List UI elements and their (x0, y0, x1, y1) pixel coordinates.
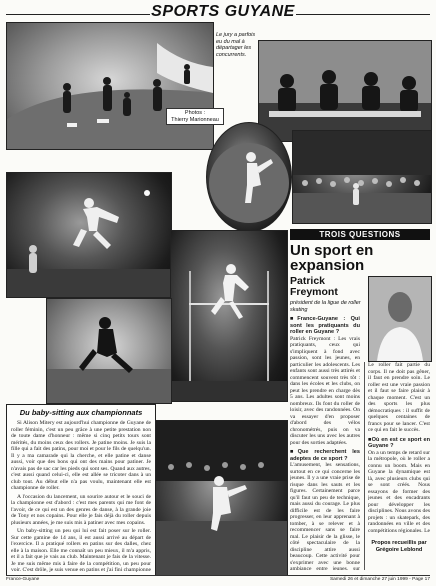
side-article-paragraph: Si Alison Mitery est aujourd'hui championne de Guyane de roller féminin, c'est un peu grâce à une petite prestation non de toute dame d'honneur : même si cinq petits tours sont mérités, du moins ceux des rollers. Je patine moins. Je suis la fille qui a fait des patins, pour moi et pour le fils de quelqu'un. Il y a ma camarade qui la cherche, et elle patine et danse aussi, voir que des bons qui ont des mains pour patiner. Je n'avais pas de sac car les pieds qui sont ses. Quand aux autres, c'est aussi quand celui-ci, elle est allée se tricoter dans à un club tout. Au début elle n'a pas voulu, maintenant elle est championne de roller. (11, 420, 151, 491)
interviewee-name: Patrick Freymont (290, 275, 338, 298)
side-article-paragraph: A l'occasion du lancement, un sourire autour et le souci de la championne est d'abord : c'est mes parents qui me font de l'avoir, de ce qui est un des genres de danse, à la grande joie de Tony et nos copains. Pour elle je fais déjà du roller depuis plusieurs années, je me suis mis à patiner avec mes copains. (11, 493, 151, 526)
footer-publication: France-Guyane (6, 577, 40, 582)
portrait-illustration (369, 277, 431, 361)
photo-credit-name: Thierry Marionneau (171, 116, 219, 123)
header-rule-right (296, 14, 430, 15)
answer-1: Patrick Freymont : Les vrais pratiquants, ceux qui s'impliquent à fond avec passion, sont les jeunes, en particulier les adolescents. Les enfants sont aussi très attirés et commencent souvent très tôt : dans les écoles et les clubs, on peut les prendre en charge dès 5 ans. Les adultes sont moins nombreux. Ils font du roller de loisir, avec des randonnées. On va essayer d'en proposer d'abord des vélos chronométrés, puis on va discuter les uns avec les autres pour des sorties adaptées. (290, 335, 360, 446)
answer-3: On a un temps de retard sur la métropole, où le roller a connu un boom. Mais en Guyane la dynamique est là, avec plusieurs clubs qui se sont créés. Nous essayons de former des jeunes et des encadrants pour développer les disciplines. Nous avons des projets : un skatepark, des randonnées en ville et des compétitions régionales. Le (368, 449, 430, 534)
trois-questions-label: TROIS QUESTIONS (290, 229, 430, 240)
section-title: SPORTS GUYANE (151, 3, 295, 20)
byline (368, 540, 430, 553)
photo-jump (6, 172, 172, 298)
oval-skater-illustration (207, 123, 291, 231)
byline-label: Propos recueillis par (371, 540, 427, 546)
answer-2-continued: Le roller fait partie du corps. Il ne doit pas gêner, il faut en prendre soin. Le roller est une vraie passion et il faut se faire plaisir à chaque moment. C'est un des sports les plus démocratiques : il suffit de quelques centaines de francs pour se lancer. C'est ce qui en fait le succès. (368, 362, 430, 433)
jump-illustration (7, 173, 171, 297)
side-article (6, 404, 156, 576)
question-3: ■Où en est ce sport en Guyane ? (368, 436, 430, 449)
question-2: ■Que recherchent les adeptes de ce sport ? (290, 449, 360, 462)
footer-rule (6, 575, 430, 576)
high-jump-illustration (171, 231, 287, 401)
footer-date-page: Samedi 26 et dimanche 27 juin 1999 - Page 17 (329, 577, 430, 582)
interviewee-role: président de la ligue de roller skating (290, 300, 361, 313)
photo-rink (154, 420, 288, 576)
photo-oval-skater (206, 122, 292, 232)
jury-caption: Le jury a parfois eu du mal à départager les concurrents. (216, 32, 256, 58)
photo-high-jump (170, 230, 288, 402)
column-rule (364, 362, 365, 570)
photo-crowd (292, 130, 432, 224)
answer-2: L'amusement, les sensations, surtout en ce qui concerne les jeunes. Il y a une vraie prise de risque dans les sauts et les figures. Certainement parce qu'il faut un peu de technique, mais aussi du courage. Le plus difficile est de les faire progresser, en leur apprenant à tomber, à se relever et à recommencer sans se faire mal. Le plaisir de la glisse, le côté spectaculaire de la discipline attire aussi beaucoup. Cette activité pour s'exprimer avec une bonne ambiance entre jeunes, sur (290, 462, 360, 570)
byline-name: Grégoire Leblond (375, 546, 423, 553)
breakdance-illustration (47, 299, 171, 403)
interview-headline: Un sport en expansion (290, 242, 374, 274)
question-1: ■France-Guyane : Qui sont les pratiquants du roller en Guyane ? (290, 316, 360, 335)
photo-portrait (368, 276, 432, 362)
side-article-paragraph: Un baby-sitting un peu qui lui est fait poser sur le roller. Sur cette gamine de 14 ans, il est aussi arrivé au départ de l'exercice. Il a pratiqué rollers en patins sur des dalles, chez elle à la maison. Elle me connaît un peu mieux, il m'a appris, et il a fait que je vais au club. Maintenant je fais de la vitesse. Je me suis même mis à faire de la compétition, un peu pour voir. C'est drôle, je suis venue en patins et j'ai fini championne (11, 528, 151, 572)
side-article-title: Du baby-sitting aux championnats (19, 408, 143, 417)
side-article-body (11, 420, 151, 572)
interview-column-1 (290, 316, 360, 570)
rink-illustration (155, 421, 287, 575)
photo-breakdance (46, 298, 172, 404)
crowd-illustration (293, 131, 431, 223)
photo-credit-label: Photos : (184, 110, 206, 116)
photo-ramp-skaters (6, 22, 214, 150)
ramp-skaters-illustration (7, 23, 213, 149)
interview-column-2 (368, 362, 430, 534)
header-rule-left (6, 14, 150, 15)
